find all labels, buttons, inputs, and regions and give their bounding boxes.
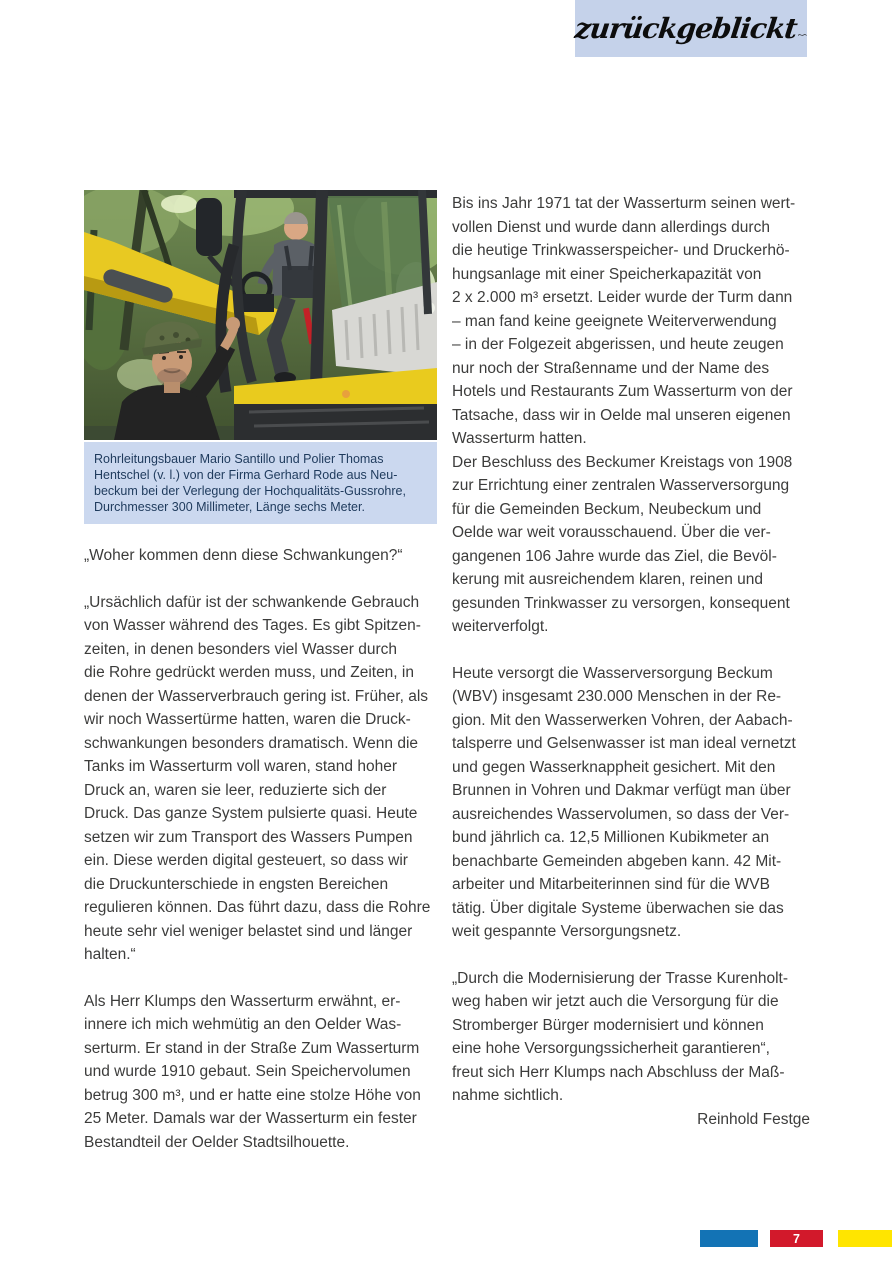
body-text-line: Bis ins Jahr 1971 tat der Wasserturm seinen wert-	[452, 195, 796, 212]
byline: Reinhold Festge	[697, 1110, 810, 1128]
left-column	[84, 190, 437, 1154]
footer-yellow-bar	[838, 1230, 892, 1247]
section-banner	[572, 0, 807, 57]
body-text-line: halten.“	[84, 946, 136, 963]
body-text-line: zeiten, in denen besonders viel Wasser durch	[84, 640, 398, 658]
body-text-line: nahme sichtlich.	[452, 1087, 564, 1104]
body-text-line: Brunnen in Vohren und Dakmar verfügt man über	[452, 782, 791, 799]
footer-blue-bar	[700, 1230, 758, 1247]
right-paragraph-3	[452, 662, 810, 944]
body-text-line: Der Beschluss des Beckumer Kreistags von 1908	[452, 453, 793, 471]
footer-page-number-bar	[770, 1230, 823, 1247]
caption-line: beckum bei der Verlegung der Hochqualitäts-Gussrohre,	[94, 484, 406, 498]
body-text-line: eine hohe Versorgungssicherheit garantieren“,	[452, 1040, 770, 1057]
body-text-line: „Ursächlich dafür ist der schwankende Gebrauch	[84, 593, 420, 611]
body-text-line: die Rohre gedrückt werden muss, und Zeiten, in	[84, 664, 414, 681]
right-paragraph-1	[452, 192, 810, 451]
section-banner-title: zurückgeblickt	[572, 12, 799, 45]
left-paragraph-3	[84, 990, 437, 1155]
body-text-line: – man fand keine geeignete Weiterverwendung	[452, 312, 777, 330]
body-text-line: gesunden Trinkwasser zu versorgen, konsequent	[452, 594, 790, 612]
body-text-line: serturm. Er stand in der Straße Zum Wasserturm	[84, 1039, 420, 1057]
body-text-line: für die Gemeinden Beckum, Neubeckum und	[452, 500, 762, 518]
page-number: 7	[793, 1231, 800, 1246]
body-text-line: hungsanlage mit einer Speicherkapazität von	[452, 265, 762, 283]
body-text-line: ein. Diese werden digital gesteuert, so dass wir	[84, 852, 408, 869]
body-text-line: benachbarte Gemeinden abgeben kann. 42 Mit-	[452, 852, 782, 870]
caption-line: Durchmesser 300 Millimeter, Länge sechs Meter.	[94, 500, 365, 514]
body-text-line: „Durch die Modernisierung der Trasse Kurenholt-	[452, 969, 788, 987]
left-paragraph-1	[84, 544, 437, 568]
body-text-line: zur Errichtung einer zentralen Wasserversorgung	[452, 477, 790, 494]
body-text-line: schwankungen besonders dramatisch. Wenn die	[84, 734, 419, 752]
body-text-line: betrug 300 m³, und er hatte eine stolze Höhe von	[84, 1086, 421, 1104]
article-photo-figure	[84, 190, 437, 440]
body-text-line: die heutige Trinkwasserspeicher- und Druckerhö-	[452, 242, 790, 259]
body-text-line: tätig. Über digitale Systeme überwachen sie das	[452, 899, 784, 917]
body-text-line: weg haben wir jetzt auch die Versorgung für die	[452, 993, 779, 1010]
body-text-line: Druck. Das ganze System pulsierte quasi. Heute	[84, 805, 418, 822]
body-text-line: Wasserturm hatten.	[452, 430, 587, 447]
body-text-line: von Wasser während des Tages. Es gibt Spitzen-	[84, 617, 421, 634]
body-text-line: arbeiter und Mitarbeiterinnen sind für die WVB	[452, 876, 770, 893]
mirror	[196, 198, 222, 256]
article-columns	[84, 190, 810, 1154]
body-text-line: Als Herr Klumps den Wasserturm erwähnt, er-	[84, 992, 401, 1010]
body-text-line: kerung mit ausreichendem klaren, reinen und	[452, 571, 764, 588]
caption-line: Rohrleitungsbauer Mario Santillo und Polier Thomas	[94, 452, 384, 466]
body-text-line: Heute versorgt die Wasserversorgung Beckum	[452, 664, 773, 682]
body-text-line: Tanks im Wasserturm voll waren, stand hoher	[84, 758, 397, 775]
body-text-line: „Woher kommen denn diese Schwankungen?“	[84, 547, 403, 564]
right-paragraph-4	[452, 967, 810, 1108]
body-text-line: vollen Dienst und wurde dann allerdings durch	[452, 218, 770, 236]
body-text-line: Tatsache, dass wir in Oelde mal unseren eigenen	[452, 406, 791, 424]
body-text-line: innere ich mich wehmütig an den Oelder Was-	[84, 1016, 402, 1033]
body-text-line: wir noch Wassertürme hatten, waren die Druck-	[84, 711, 411, 728]
body-text-line: weiterverfolgt.	[452, 618, 549, 635]
excavator-photo	[84, 190, 437, 440]
photo-caption	[84, 442, 437, 524]
body-text-line: weit gespannte Versorgungsnetz.	[452, 923, 682, 940]
body-text-line: (WBV) insgesamt 230.000 Menschen in der Re-	[452, 688, 782, 705]
body-text-line: 25 Meter. Damals war der Wasserturm ein fester	[84, 1110, 417, 1127]
body-text-line: und gegen Wasserknappheit gesichert. Mit den	[452, 758, 776, 776]
body-text-line: und wurde 1910 gebaut. Sein Speichervolumen	[84, 1063, 411, 1080]
body-text-line: Bestandteil der Oelder Stadtsilhouette.	[84, 1133, 350, 1151]
right-paragraph-2	[452, 451, 810, 639]
caption-line: Hentschel (v. l.) von der Firma Gerhard Rode aus Neu-	[94, 468, 398, 482]
body-text-line: freut sich Herr Klumps nach Abschluss der Maß-	[452, 1063, 785, 1081]
body-text-line: gangenen 106 Jahre wurde das Ziel, die Bevöl-	[452, 547, 777, 565]
body-text-line: 2 x 2.000 m³ ersetzt. Leider wurde der Turm dann	[452, 289, 793, 306]
body-text-line: Druck an, waren sie leer, reduzierte sich der	[84, 781, 387, 799]
body-text-line: – in der Folgezeit abgerissen, und heute zeugen	[452, 336, 784, 353]
body-text-line: die Druckunterschiede in engsten Bereichen	[84, 875, 389, 893]
banner-flourish-icon	[798, 27, 807, 43]
right-column	[452, 190, 810, 1154]
body-text-line: bund jährlich ca. 12,5 Millionen Kubikmeter an	[452, 829, 770, 846]
body-text-line: nur noch der Straßenname und der Name des	[452, 359, 770, 377]
body-text-line: setzen wir zum Transport des Wassers Pumpen	[84, 828, 413, 846]
body-text-line: talsperre und Gelsenwasser ist man ideal vernetzt	[452, 735, 796, 752]
body-text-line: Stromberger Bürger modernisiert und können	[452, 1016, 764, 1034]
body-text-line: ausreichendes Wasservolumen, so dass der Ver-	[452, 805, 790, 823]
body-text-line: heute sehr viel weniger belastet sind und länger	[84, 922, 413, 940]
body-text-line: gion. Mit den Wasserwerken Vohren, der Aabach-	[452, 711, 793, 729]
body-text-line: denen der Wasserverbrauch gering ist. Früher, als	[84, 687, 429, 705]
body-text-line: regulieren können. Das führt dazu, dass die Rohre	[84, 899, 431, 916]
left-paragraph-2	[84, 591, 437, 967]
body-text-line: Oelde war weit vorausschauend. Über die ver-	[452, 524, 771, 541]
body-text-line: Hotels und Restaurants Zum Wasserturm von der	[452, 383, 793, 400]
